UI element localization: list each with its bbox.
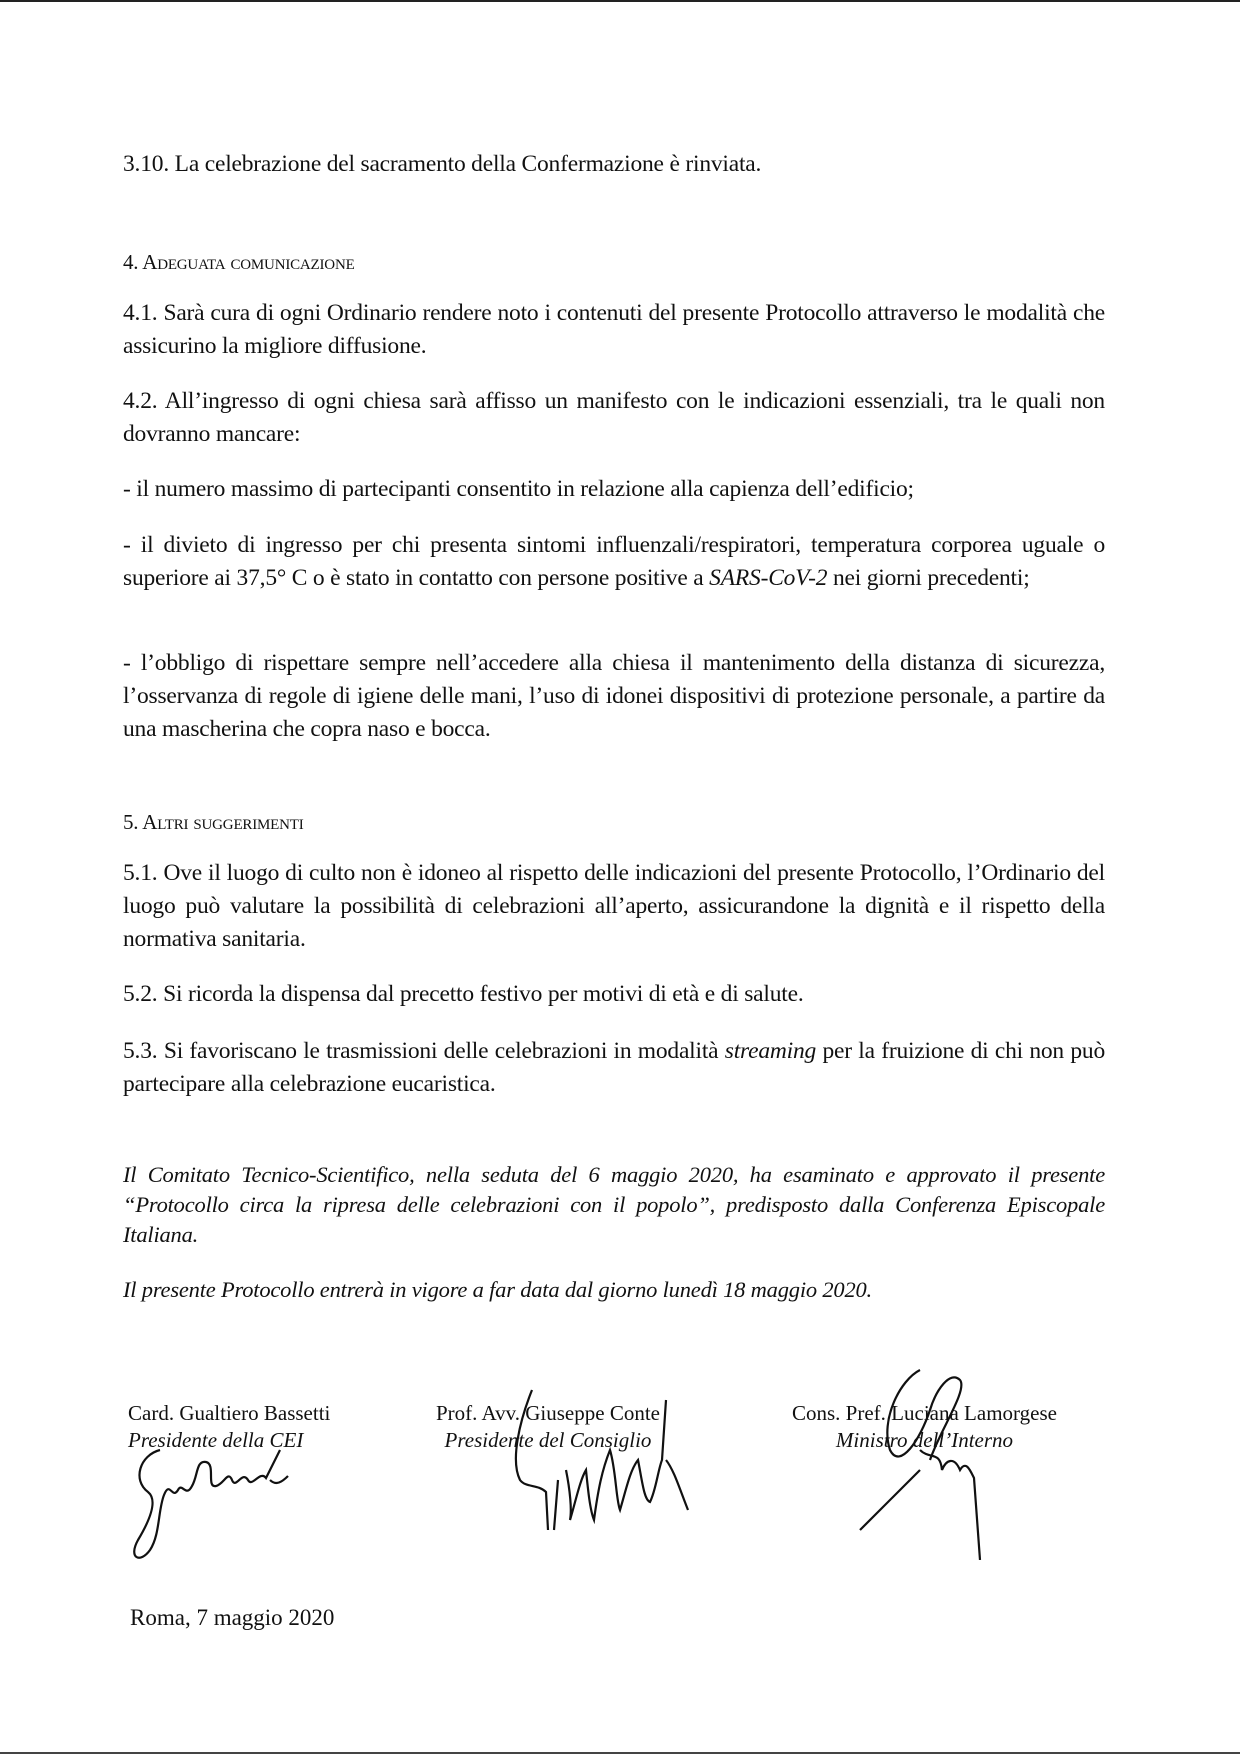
signatory-role: Presidente della CEI — [128, 1428, 304, 1452]
item-5-2: 5.2. Si ricorda la dispensa dal precetto festivo per motivi di età e di salute. — [123, 981, 804, 1007]
signatory-name: Cons. Pref. Luciana Lamorgese — [792, 1401, 1057, 1425]
streaming-term: streaming — [724, 1038, 817, 1064]
signatory-conte — [436, 1400, 660, 1454]
item-4-2: 4.2. All’ingresso di ogni chiesa sarà affisso un manifesto con le indicazioni essenziali, tra le quali non dovranno mancare: — [123, 388, 1105, 447]
signatory-lamorgese — [792, 1400, 1057, 1454]
section-4-heading: 4. Adeguata comunicazione — [123, 250, 355, 274]
section-5-heading: 5. Altri suggerimenti — [123, 810, 304, 834]
item-5-3 — [123, 1035, 1105, 1101]
item-5-3-tail: per la fruizione di chi non può partecipare alla celebrazione eucaristica. — [123, 1038, 1106, 1097]
bullet-distance-obligation: - l’obbligo di rispettare sempre nell’accedere alla chiesa il mantenimento della distanza di sicurezza, l’osservanza di regole di igiene delle mani, l’uso di idonei dispositivi di protezione personale, a partire da una mascherina che copra naso e bocca. — [123, 650, 1105, 742]
item-5-1: 5.1. Ove il luogo di culto non è idoneo al rispetto delle indicazioni del presente Protocollo, l’Ordinario del luogo può valutare la possibilità di celebrazioni all’aperto, assicurandone la dignità e il rispetto della normativa sanitaria. — [123, 860, 1105, 952]
bullet-entry-ban — [123, 529, 1105, 595]
signatory-name: Prof. Avv. Giuseppe Conte — [436, 1401, 660, 1425]
signature-lamorgese-icon — [820, 1360, 1020, 1560]
signatory-role: Presidente del Consiglio — [444, 1428, 652, 1452]
bullet-entry-ban-tail: nei giorni precedenti; — [827, 565, 1030, 591]
virus-name: SARS-CoV-2 — [709, 565, 828, 591]
signatory-name: Card. Gualtiero Bassetti — [128, 1401, 331, 1425]
signatory-bassetti — [128, 1400, 330, 1454]
bullet-max-participants: - il numero massimo di partecipanti consentito in relazione alla capienza dell’edificio; — [123, 476, 914, 502]
scan-edge-top — [0, 0, 1240, 2]
signatory-role: Ministro dell’Interno — [835, 1428, 1014, 1452]
effective-date-statement: Il presente Protocollo entrerà in vigore a far data dal giorno lunedì 18 maggio 2020. — [123, 1277, 872, 1302]
item-4-1: 4.1. Sarà cura di ogni Ordinario rendere noto i contenuti del presente Protocollo attraverso le modalità che assicurino la migliore diffusione. — [123, 300, 1105, 359]
place-and-date: Roma, 7 maggio 2020 — [130, 1605, 335, 1630]
signature-bassetti-icon — [120, 1440, 380, 1570]
item-5-3-text: 5.3. Si favoriscano le trasmissioni delle celebrazioni in modalità — [123, 1038, 725, 1064]
approval-statement: Il Comitato Tecnico-Scientifico, nella seduta del 6 maggio 2020, ha esaminato e approvato il presente “Protocollo circa la ripresa delle celebrazioni con il popolo”, predisposto dalla Conferenza Episcopale Italiana. — [123, 1162, 1105, 1247]
bullet-entry-ban-text: - il divieto di ingresso per chi presenta sintomi influenzali/respiratori, temperatura corporea uguale o superiore ai 37,5° C o è stato in contatto con persone positive a — [123, 532, 1105, 591]
item-3-10: 3.10. La celebrazione del sacramento della Confermazione è rinviata. — [123, 151, 762, 177]
